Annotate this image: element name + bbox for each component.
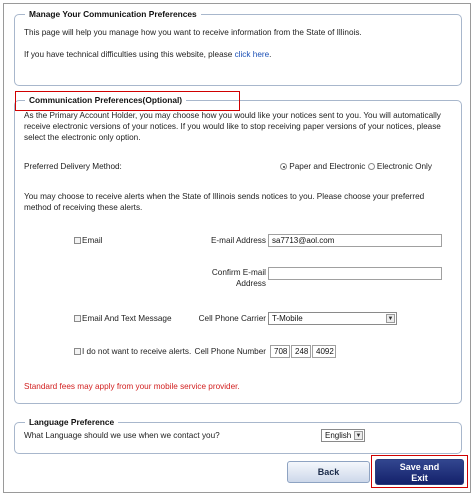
delivery-method-label: Preferred Delivery Method: <box>24 162 122 171</box>
cell-carrier-select[interactable] <box>268 312 397 325</box>
electronic-only-label: Electronic Only <box>376 162 432 171</box>
alerts-text: You may choose to receive alerts when the State of Illinois sends notices to you. Please choose your preferred method of receiving these alerts. <box>24 192 425 212</box>
tech-suffix: . <box>269 50 272 59</box>
phone-line-input[interactable]: 4092 <box>312 345 336 358</box>
save-exit-line2: Exit <box>411 473 428 483</box>
comm-description: As the Primary Account Holder, you may choose how you would like your notices sent to you. You will automatically receive electronic versions of your notices. If you would like to stop receiving paper versions of your notices, please select the electronic only option. <box>24 111 441 142</box>
optional-legend-highlight <box>15 91 240 111</box>
cell-phone-label: Cell Phone Number <box>194 347 266 356</box>
cell-carrier-label: Cell Phone Carrier <box>198 314 266 323</box>
chevron-down-icon[interactable]: ▼ <box>387 316 394 322</box>
email-text-checkbox[interactable] <box>74 315 81 322</box>
confirm-email-label-line2: Address <box>235 279 266 288</box>
email-option-label: Email <box>82 236 103 245</box>
manage-preferences-legend: Manage Your Communication Preferences <box>25 9 201 19</box>
email-option <box>74 235 102 246</box>
confirm-email-input[interactable] <box>268 267 442 280</box>
back-button[interactable]: Back <box>287 461 370 483</box>
save-exit-line1: Save and <box>399 462 440 472</box>
no-alerts-checkbox[interactable] <box>74 348 81 355</box>
no-alerts-option-label: I do not want to receive alerts. <box>82 347 192 356</box>
communication-preferences-group <box>14 100 462 404</box>
confirm-email-label-line1: Confirm E-mail <box>211 268 266 277</box>
email-address-input[interactable]: sa7713@aol.com <box>268 234 442 247</box>
save-and-exit-button[interactable] <box>375 459 464 485</box>
email-text-option <box>74 313 172 324</box>
no-alerts-option <box>74 346 191 357</box>
phone-prefix-input[interactable]: 248 <box>291 345 311 358</box>
chevron-down-icon[interactable]: ▼ <box>355 433 362 439</box>
email-checkbox[interactable] <box>74 237 81 244</box>
language-select[interactable] <box>321 429 365 442</box>
email-address-label: E-mail Address <box>210 236 266 245</box>
click-here-link[interactable]: click here <box>234 50 270 59</box>
phone-area-code-input[interactable]: 708 <box>270 345 290 358</box>
delivery-options <box>280 161 432 172</box>
language-value: English <box>325 431 352 440</box>
communication-preferences-legend: Communication Preferences(Optional) <box>25 95 186 105</box>
manage-intro-text: This page will help you manage how you want to receive information from the State of Illinois. <box>24 28 362 37</box>
email-text-option-label: Email And Text Message <box>82 314 172 323</box>
cell-carrier-value: T-Mobile <box>272 314 303 323</box>
tech-prefix: If you have technical difficulties using this website, please <box>24 50 235 59</box>
fees-note: Standard fees may apply from your mobile service provider. <box>24 382 240 391</box>
paper-electronic-label: Paper and Electronic <box>289 162 366 171</box>
tech-difficulties-text <box>24 49 454 60</box>
radio-paper-electronic[interactable] <box>280 163 287 170</box>
language-preference-legend: Language Preference <box>25 417 118 427</box>
confirm-email-label <box>190 267 266 289</box>
language-question: What Language should we use when we contact you? <box>24 431 220 440</box>
radio-electronic-only[interactable] <box>368 163 375 170</box>
